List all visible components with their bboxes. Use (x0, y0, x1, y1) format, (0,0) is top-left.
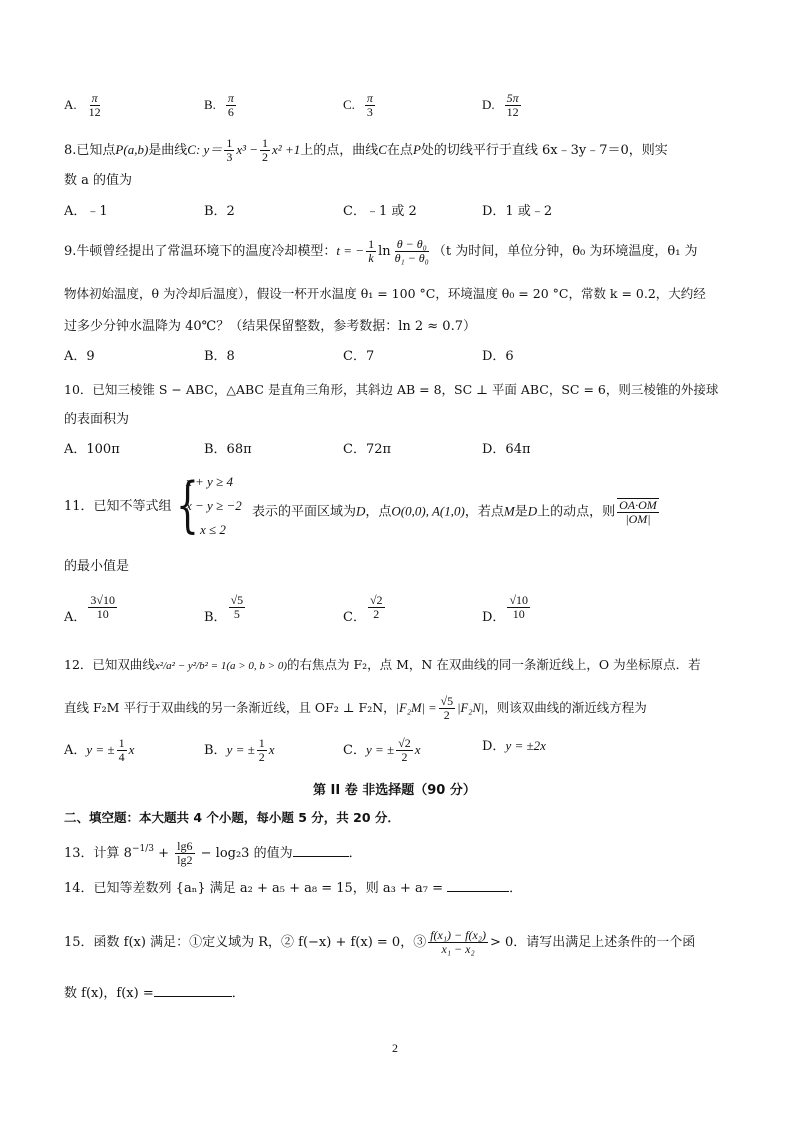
q8-option-b: B．2 (204, 204, 235, 219)
q15-answer-blank[interactable] (154, 996, 232, 997)
q8-stem-line2: 数 a 的值为 (64, 173, 133, 188)
q11-number: 11．已知不等式组 (64, 499, 172, 514)
q14-stem: 14．已知等差数列 {aₙ} 满足 a₂ + a₅ + a₈ = 15，则 a₃ + a₇ = ． (64, 881, 523, 896)
section-fill-in-title: 二、填空题：本大题共 4 个小题，每小题 5 分，共 20 分． (64, 810, 400, 825)
q12-option-d: D．y = ±2x (482, 738, 546, 754)
q13-stem: 13．计算 $8^{-1/3}$ + $\frac{\lg 6}{\lg 2}$ − log₂3 的值为 ． (64, 839, 362, 867)
q10-option-c: C．72π (343, 442, 392, 457)
q11-option-a: A． $\frac{3√10}{10}$ (64, 593, 115, 625)
q11-option-c: C． $\frac{√2}{2}$ (343, 593, 383, 625)
q12-option-b: B．y = ± $\frac{1}{2}$ x (204, 736, 275, 764)
q10-option-b: B．68π (204, 442, 252, 457)
q8-stem: 8.已知点P(a,b)是曲线C: y＝ $\frac{1}{3}$ x³ − $\frac{1}{2}$ x² +1上的点，曲线C在点P处的切线平行于直线 6x﹣3y﹣7＝0，则实 (64, 136, 668, 164)
q7-option-a: A. $\frac{\pi}{12}$ (64, 91, 101, 119)
q11-brace: { (176, 470, 199, 540)
q10-stem: 10．已知三棱锥 S − ABC，△ABC 是直角三角形，其斜边 AB = 8，SC ⊥ 平面 ABC，SC = 6，则三棱锥的外接球 (64, 382, 719, 397)
q7-option-b: B. $\frac{\pi}{6}$ (204, 91, 234, 119)
q10-stem-line2: 的表面积为 (64, 412, 130, 427)
q8-option-c: C．﹣1 或 2 (343, 204, 417, 219)
q12-stem-line2: 直线 F₂M 平行于双曲线的另一条渐近线，且 OF₂ ⊥ F₂N，|F₂M| = $\frac{√5}{2}$ |F₂N|，则该双曲线的渐近线方程为 (64, 694, 647, 722)
q10-option-a: A．100π (64, 442, 120, 457)
q14-answer-blank[interactable] (447, 891, 509, 892)
q12-stem: 12．已知双曲线x²/a² − y²/b² = 1(a > 0, b > 0)的右焦点为 F₂，点 M，N 在双曲线的同一条渐近线上，O 为坐标原点．若 (64, 657, 701, 672)
q9-option-b: B．8 (204, 349, 235, 364)
q11-inequality-1: x + y ≥ 4 (186, 474, 233, 489)
q11-option-b: B． $\frac{√5}{5}$ (204, 593, 244, 625)
q9-option-c: C．7 (343, 349, 375, 364)
q12-option-a: A．y = ± $\frac{1}{4}$ x (64, 736, 135, 764)
q8-option-d: D．1 或﹣2 (482, 204, 553, 219)
q11-option-d: D． $\frac{√10}{10}$ (482, 593, 529, 625)
q15-stem-line2: 数 f(x)，f(x) = ． (64, 986, 245, 1001)
part2-title: 第 II 卷 非选择题（90 分） (313, 783, 476, 798)
q15-stem: 15．函数 f(x) 满足：①定义域为 R，② f(−x) + f(x) = 0，③ $\frac{\text{f(x₁) − f(x₂)}}{\text{x₁ − x₂}}$ > 0．请写出满足上述条件的一个函 (64, 928, 696, 956)
q7-option-c: C. $\frac{\pi}{3}$ (343, 91, 373, 119)
q9-option-a: A．9 (64, 349, 95, 364)
q9-stem-line2: 物体初始温度，θ 为冷却后温度），假设一杯开水温度 θ₁ = 100 °C，环境温度 θ₀ = 20 °C，常数 k = 0.2，大约经 (64, 286, 706, 301)
q11-stem-line2: 的最小值是 (64, 559, 130, 574)
q12-option-c: C．y = ± $\frac{√2}{2}$ x (343, 736, 421, 764)
q9-stem: 9.牛顿曾经提出了常温环境下的温度冷却模型：t = − $\frac{1}{k}$ ln $\frac{\text{θ − θ₀}}{\text{θ₁ − θ₀}}$ （t 为时间，单位分钟，θ₀ 为环境温度，θ₁ 为 (64, 237, 698, 265)
q11-inequality-3: x ≤ 2 (200, 522, 226, 537)
q11-inequality-2: x − y ≥ −2 (186, 498, 242, 513)
q8-option-a: A．﹣1 (64, 204, 108, 219)
q10-option-d: D．64π (482, 442, 531, 457)
q11-stem: 表示的平面区域为D，点O(0,0), A(1,0)，若点M是D上的动点，则 $\frac{OA\cdot OM}{|OM|}$ (252, 498, 657, 526)
q9-stem-line3: 过多少分钟水温降为 40℃？（结果保留整数，参考数据：ln 2 ≈ 0.7） (64, 319, 476, 334)
q13-answer-blank[interactable] (293, 856, 349, 857)
q7-option-d: D. $\frac{5\pi}{12}$ (482, 91, 519, 119)
page-number: 2 (392, 1041, 398, 1055)
q9-option-d: D．6 (482, 349, 514, 364)
